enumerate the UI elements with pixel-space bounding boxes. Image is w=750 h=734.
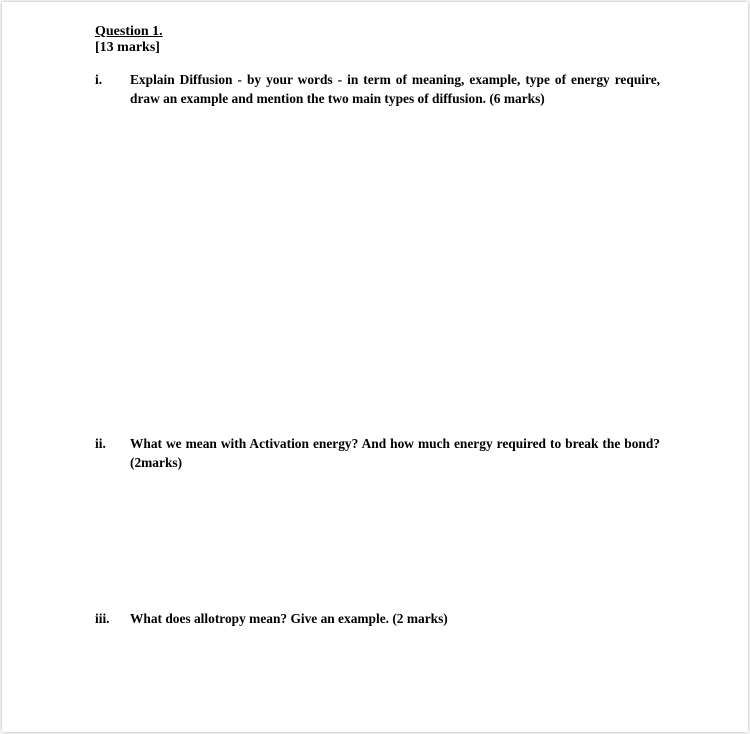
question-text: What does allotropy mean? Give an example. (2 marks) [130,611,448,626]
document-page [2,2,748,732]
question-text: What we mean with Activation energy? And how much energy required to break the bond? (2marks) [130,436,660,470]
question-number: i. [95,72,103,87]
question-title: Question 1. [95,24,163,39]
question-number: ii. [95,436,106,451]
total-marks: [13 marks] [95,40,160,55]
question-text: Explain Diffusion - by your words - in term of meaning, example, type of energy require, draw an example and mention the two main types of diffusion. (6 marks) [130,72,660,106]
question-heading [95,24,163,56]
question-number: iii. [95,611,110,626]
